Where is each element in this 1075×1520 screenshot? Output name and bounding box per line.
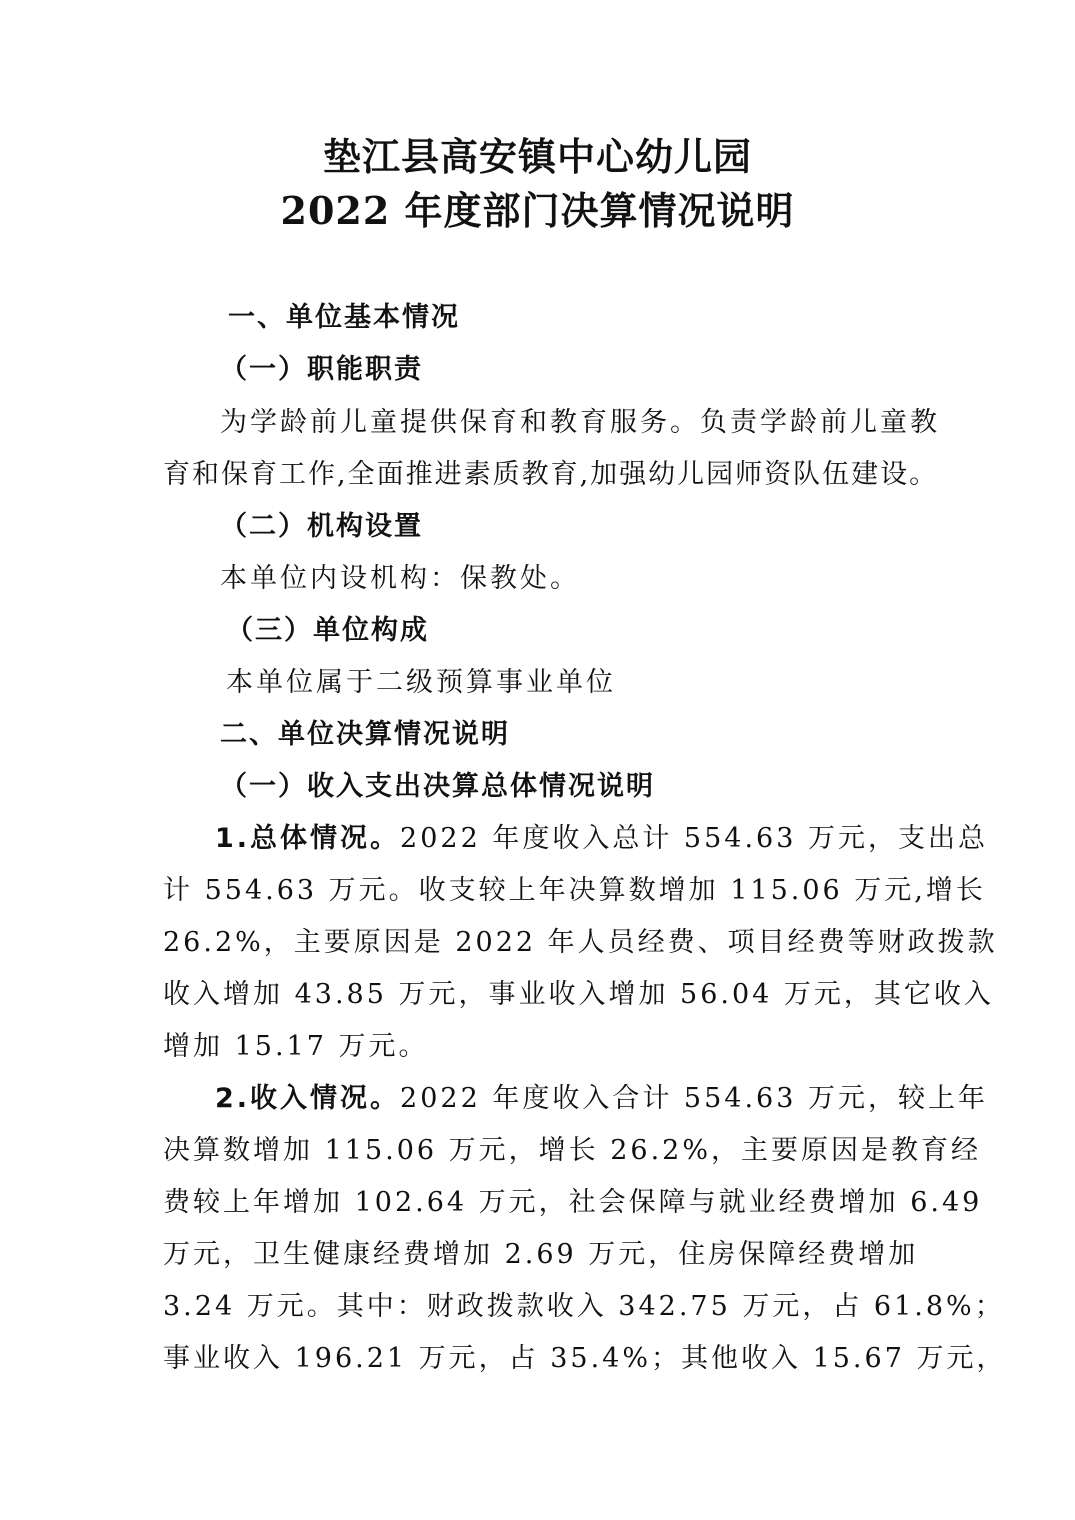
paragraph-line: 决算数增加 115.06 万元，增长 26.2%，主要原因是教育经 xyxy=(163,1135,981,1166)
paragraph-line: 本单位内设机构：保教处。 xyxy=(220,563,580,594)
section-1-heading: 一、单位基本情况 xyxy=(228,302,460,333)
paragraph-line: 育和保育工作,全面推进素质教育,加强幼儿园师资队伍建设。 xyxy=(163,459,939,490)
subsection-1-1-heading: （一）职能职责 xyxy=(220,354,423,385)
paragraph-first-line xyxy=(215,1081,988,1117)
subsection-1-2-heading: （二）机构设置 xyxy=(220,511,423,542)
paragraph-line: 3.24 万元。其中：财政拨款收入 342.75 万元，占 61.8%； xyxy=(163,1291,1005,1322)
section-2-heading: 二、单位决算情况说明 xyxy=(220,719,510,750)
paragraph-text: 2022 年度收入总计 554.63 万元，支出总 xyxy=(400,823,988,854)
paragraph-text: 2022 年度收入合计 554.63 万元，较上年 xyxy=(400,1083,988,1114)
paragraph-line: 本单位属于二级预算事业单位 xyxy=(226,667,616,698)
paragraph-line: 收入增加 43.85 万元，事业收入增加 56.04 万元，其它收入 xyxy=(163,979,994,1010)
paragraph-first-line xyxy=(215,821,988,857)
paragraph-lead: 1.总体情况。 xyxy=(215,823,401,854)
document-title-line-2: 2022 年度部门决算情况说明 xyxy=(280,188,795,233)
paragraph-line: 费较上年增加 102.64 万元，社会保障与就业经费增加 6.49 xyxy=(163,1187,983,1218)
paragraph-line: 计 554.63 万元。收支较上年决算数增加 115.06 万元,增长 xyxy=(163,875,986,906)
paragraph-line: 万元，卫生健康经费增加 2.69 万元，住房保障经费增加 xyxy=(163,1239,919,1270)
subsection-1-3-heading: （三）单位构成 xyxy=(226,615,429,646)
paragraph-line: 增加 15.17 万元。 xyxy=(163,1031,429,1062)
subsection-2-1-heading: （一）收入支出决算总体情况说明 xyxy=(220,771,655,802)
paragraph-line: 26.2%，主要原因是 2022 年人员经费、项目经费等财政拨款 xyxy=(163,927,998,958)
paragraph-line: 事业收入 196.21 万元，占 35.4%；其他收入 15.67 万元， xyxy=(163,1343,1007,1374)
paragraph-line: 为学龄前儿童提供保育和教育服务。负责学龄前儿童教 xyxy=(220,407,940,438)
paragraph-lead: 2.收入情况。 xyxy=(215,1083,401,1114)
document-title-line-1: 垫江县高安镇中心幼儿园 xyxy=(322,134,752,179)
